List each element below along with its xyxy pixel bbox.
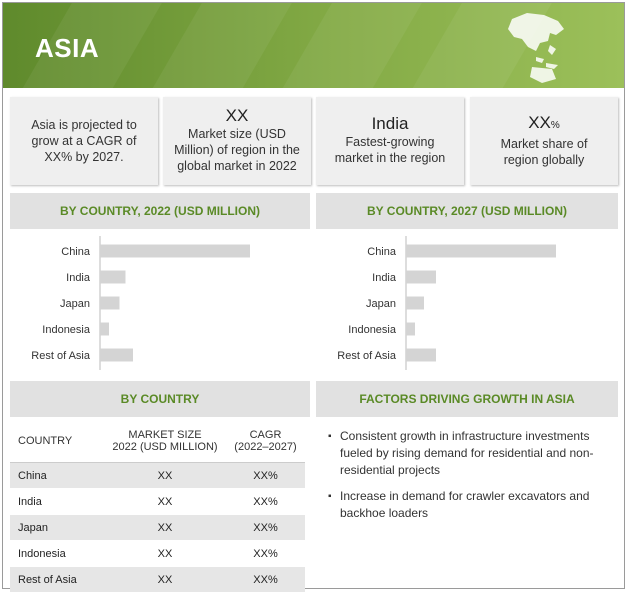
bar-chart-2027 [316, 236, 618, 372]
kpi-market-share [470, 97, 618, 185]
region-title: ASIA [35, 33, 100, 63]
kpi-fastest-growing-value: India [371, 114, 409, 133]
table-header-market-size: MARKET SIZE 2022 (USD MILLION) [104, 420, 226, 463]
bar-japan [406, 297, 424, 310]
table-cell-country: Japan [10, 515, 104, 541]
category-label: India [372, 272, 396, 284]
category-label: Rest of Asia [31, 350, 90, 362]
kpi-cagr-text: Asia is projected to grow at a CAGR of XX% by 2027. [31, 118, 137, 164]
by-country-heading: BY COUNTRY [10, 381, 310, 417]
category-label: Indonesia [42, 324, 90, 336]
kpi-market-size-text: Market size (USD Million) of region in the global market in 2022 [174, 127, 300, 173]
factor-item: ▪ Increase in demand for crawler excavators and backhoe loaders [328, 488, 598, 522]
factors-heading: FACTORS DRIVING GROWTH IN ASIA [316, 381, 618, 417]
category-label: Japan [60, 298, 90, 310]
category-label: China [61, 246, 90, 258]
table-cell-market-size: XX [104, 515, 226, 541]
table-cell-market-size: XX [104, 541, 226, 567]
category-label: China [367, 246, 396, 258]
table-cell-market-size: XX [104, 567, 226, 593]
bar-china [100, 245, 250, 258]
bar-india [100, 271, 126, 284]
country-table [10, 420, 305, 593]
table-header-cagr: CAGR (2022–2027) [226, 420, 305, 463]
table-cell-cagr: XX% [226, 515, 305, 541]
table-cell-market-size: XX [104, 463, 226, 489]
chart-2027-heading: BY COUNTRY, 2027 (USD MILLION) [316, 193, 618, 229]
table-row [10, 515, 305, 541]
chart-2022-heading: BY COUNTRY, 2022 (USD MILLION) [10, 193, 310, 229]
category-label: Japan [366, 298, 396, 310]
category-label: India [66, 272, 90, 284]
table-row [10, 567, 305, 593]
category-label: Rest of Asia [337, 350, 396, 362]
table-cell-cagr: XX% [226, 489, 305, 515]
bar-indonesia [406, 323, 415, 336]
bar-india [406, 271, 436, 284]
table-cell-cagr: XX% [226, 541, 305, 567]
table-header-row [10, 420, 305, 463]
kpi-market-share-value: XX% [528, 112, 560, 132]
table-cell-cagr: XX% [226, 567, 305, 593]
bar-rest-of-asia [406, 349, 436, 362]
asia-map-icon [492, 9, 582, 85]
bar-china [406, 245, 556, 258]
kpi-fastest-growing-text: Fastest-growing market in the region [334, 135, 446, 165]
table-cell-country: India [10, 489, 104, 515]
kpi-market-size-value: XX [225, 106, 249, 125]
table-header-country: COUNTRY [10, 420, 104, 463]
kpi-market-share-text: Market share of region globally [500, 136, 588, 167]
table-cell-country: China [10, 463, 104, 489]
table-cell-market-size: XX [104, 489, 226, 515]
bar-chart-2022 [10, 236, 310, 372]
kpi-market-size [163, 97, 311, 185]
kpi-fastest-growing [316, 97, 464, 185]
table-cell-country: Indonesia [10, 541, 104, 567]
bar-rest-of-asia [100, 349, 133, 362]
category-label: Indonesia [348, 324, 396, 336]
bar-indonesia [100, 323, 109, 336]
table-row [10, 541, 305, 567]
kpi-cagr [10, 97, 158, 185]
table-cell-cagr: XX% [226, 463, 305, 489]
growth-factors-list [328, 428, 598, 531]
header-banner [3, 3, 624, 88]
factor-item: ▪ Consistent growth in infrastructure investments fueled by rising demand for residential and non-residential projects [328, 428, 598, 479]
table-row [10, 463, 305, 489]
bar-japan [100, 297, 120, 310]
table-row [10, 489, 305, 515]
table-cell-country: Rest of Asia [10, 567, 104, 593]
